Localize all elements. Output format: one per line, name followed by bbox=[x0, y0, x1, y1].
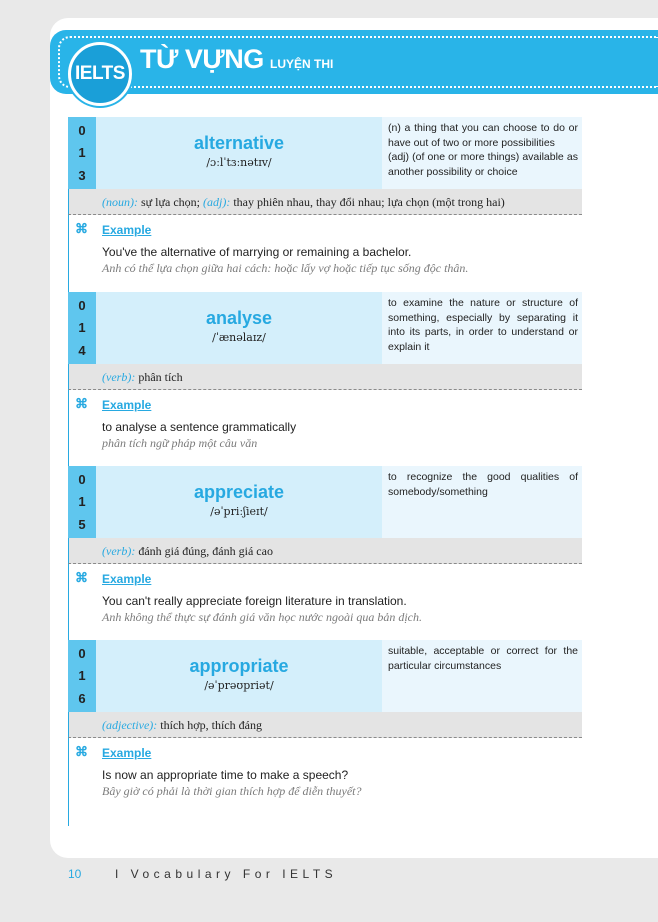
example-vietnamese: Anh không thể thực sự đánh giá văn học nước ngoài qua bản dịch. bbox=[102, 610, 422, 624]
footer-title: I Vocabulary For IELTS bbox=[115, 867, 338, 881]
meaning-row bbox=[68, 189, 582, 215]
headword: appreciate bbox=[193, 482, 285, 502]
vocab-entry bbox=[68, 466, 582, 652]
example-block bbox=[68, 390, 582, 478]
entry-header bbox=[68, 292, 582, 364]
example-block bbox=[68, 564, 582, 652]
meaning-row bbox=[68, 364, 582, 390]
command-icon: ⌘ bbox=[75, 221, 88, 236]
entry-number-digit: 5 bbox=[78, 517, 86, 533]
example-label: Example bbox=[102, 398, 152, 412]
example-english: to analyse a sentence grammatically bbox=[102, 420, 297, 434]
vietnamese-meaning: đánh giá đúng, đánh giá cao bbox=[135, 544, 273, 558]
page-number: 10 bbox=[68, 867, 82, 881]
entry-number-digit: 0 bbox=[78, 122, 86, 138]
pronunciation: /ɔːlˈtɜːnətɪv/ bbox=[206, 156, 272, 169]
headword: analyse bbox=[205, 308, 273, 328]
pronunciation: /əˈpriːʃieɪt/ bbox=[210, 505, 268, 518]
headword: alternative bbox=[193, 133, 285, 153]
entry-number-digit: 4 bbox=[78, 343, 86, 359]
english-definition: to examine the nature or structure of something, especially by separating it into its parts, in order to understand or explain it bbox=[382, 292, 582, 364]
entry-number bbox=[68, 292, 96, 364]
entry-number bbox=[68, 640, 96, 712]
word-box bbox=[96, 466, 382, 538]
vocab-entry bbox=[68, 117, 582, 303]
part-of-speech: (verb): bbox=[102, 544, 136, 558]
example-english: You've the alternative of marrying or remaining a bachelor. bbox=[102, 245, 412, 259]
entry-number bbox=[68, 466, 96, 538]
part-of-speech: (adjective): bbox=[102, 718, 158, 732]
word-box bbox=[96, 117, 382, 189]
part-of-speech: (noun): bbox=[102, 195, 138, 209]
part-of-speech: (adj): bbox=[203, 195, 231, 209]
example-english: You can't really appreciate foreign literature in translation. bbox=[102, 594, 407, 608]
entry-number-digit: 1 bbox=[78, 494, 86, 510]
example-english: Is now an appropriate time to make a speech? bbox=[102, 768, 349, 782]
entry-number-digit: 1 bbox=[78, 668, 86, 684]
vietnamese-meaning: thay phiên nhau, thay đổi nhau; lựa chọn (một trong hai) bbox=[230, 195, 505, 209]
pronunciation: /ˈænəlaɪz/ bbox=[212, 331, 266, 344]
entry-header bbox=[68, 117, 582, 189]
word-box bbox=[96, 640, 382, 712]
example-block bbox=[68, 738, 582, 826]
command-icon: ⌘ bbox=[75, 744, 88, 759]
example-vietnamese: Bây giờ có phải là thời gian thích hợp để diễn thuyết? bbox=[102, 784, 362, 798]
ielts-badge: IELTS bbox=[68, 42, 132, 106]
word-box bbox=[96, 292, 382, 364]
entry-number bbox=[68, 117, 96, 189]
vietnamese-meaning: sự lựa chọn; bbox=[138, 195, 203, 209]
vocab-entry bbox=[68, 292, 582, 478]
example-label: Example bbox=[102, 746, 152, 760]
vocab-entry bbox=[68, 640, 582, 826]
meaning-row bbox=[68, 538, 582, 564]
entry-number-digit: 3 bbox=[78, 168, 86, 184]
entry-number-digit: 1 bbox=[78, 320, 86, 336]
entry-header bbox=[68, 640, 582, 712]
entry-number-digit: 6 bbox=[78, 691, 86, 707]
example-vietnamese: phân tích ngữ pháp một câu văn bbox=[102, 436, 258, 450]
entry-header bbox=[68, 466, 582, 538]
entry-number-digit: 0 bbox=[78, 471, 86, 487]
banner-title: TỪ VỰNG bbox=[140, 44, 264, 74]
entry-number-digit: 1 bbox=[78, 145, 86, 161]
entry-number-digit: 0 bbox=[78, 297, 86, 313]
banner-subtitle: LUYỆN THI bbox=[270, 57, 334, 71]
vietnamese-meaning: thích hợp, thích đáng bbox=[157, 718, 262, 732]
part-of-speech: (verb): bbox=[102, 370, 136, 384]
example-label: Example bbox=[102, 572, 152, 586]
english-definition: suitable, acceptable or correct for the particular circumstances bbox=[382, 640, 582, 712]
pronunciation: /əˈprəʊpriət/ bbox=[204, 679, 274, 692]
english-definition: to recognize the good qualities of somebody/something bbox=[382, 466, 582, 538]
example-block bbox=[68, 215, 582, 303]
command-icon: ⌘ bbox=[75, 396, 88, 411]
command-icon: ⌘ bbox=[75, 570, 88, 585]
example-vietnamese: Anh có thể lựa chọn giữa hai cách: hoặc lấy vợ hoặc tiếp tục sống độc thân. bbox=[102, 261, 469, 275]
entry-number-digit: 0 bbox=[78, 645, 86, 661]
example-label: Example bbox=[102, 223, 152, 237]
english-definition: (n) a thing that you can choose to do or have out of two or more possibilities (adj) (of one or more things) available as another possibility or choice bbox=[382, 117, 582, 189]
vietnamese-meaning: phân tích bbox=[135, 370, 183, 384]
meaning-row bbox=[68, 712, 582, 738]
headword: appropriate bbox=[189, 656, 289, 676]
